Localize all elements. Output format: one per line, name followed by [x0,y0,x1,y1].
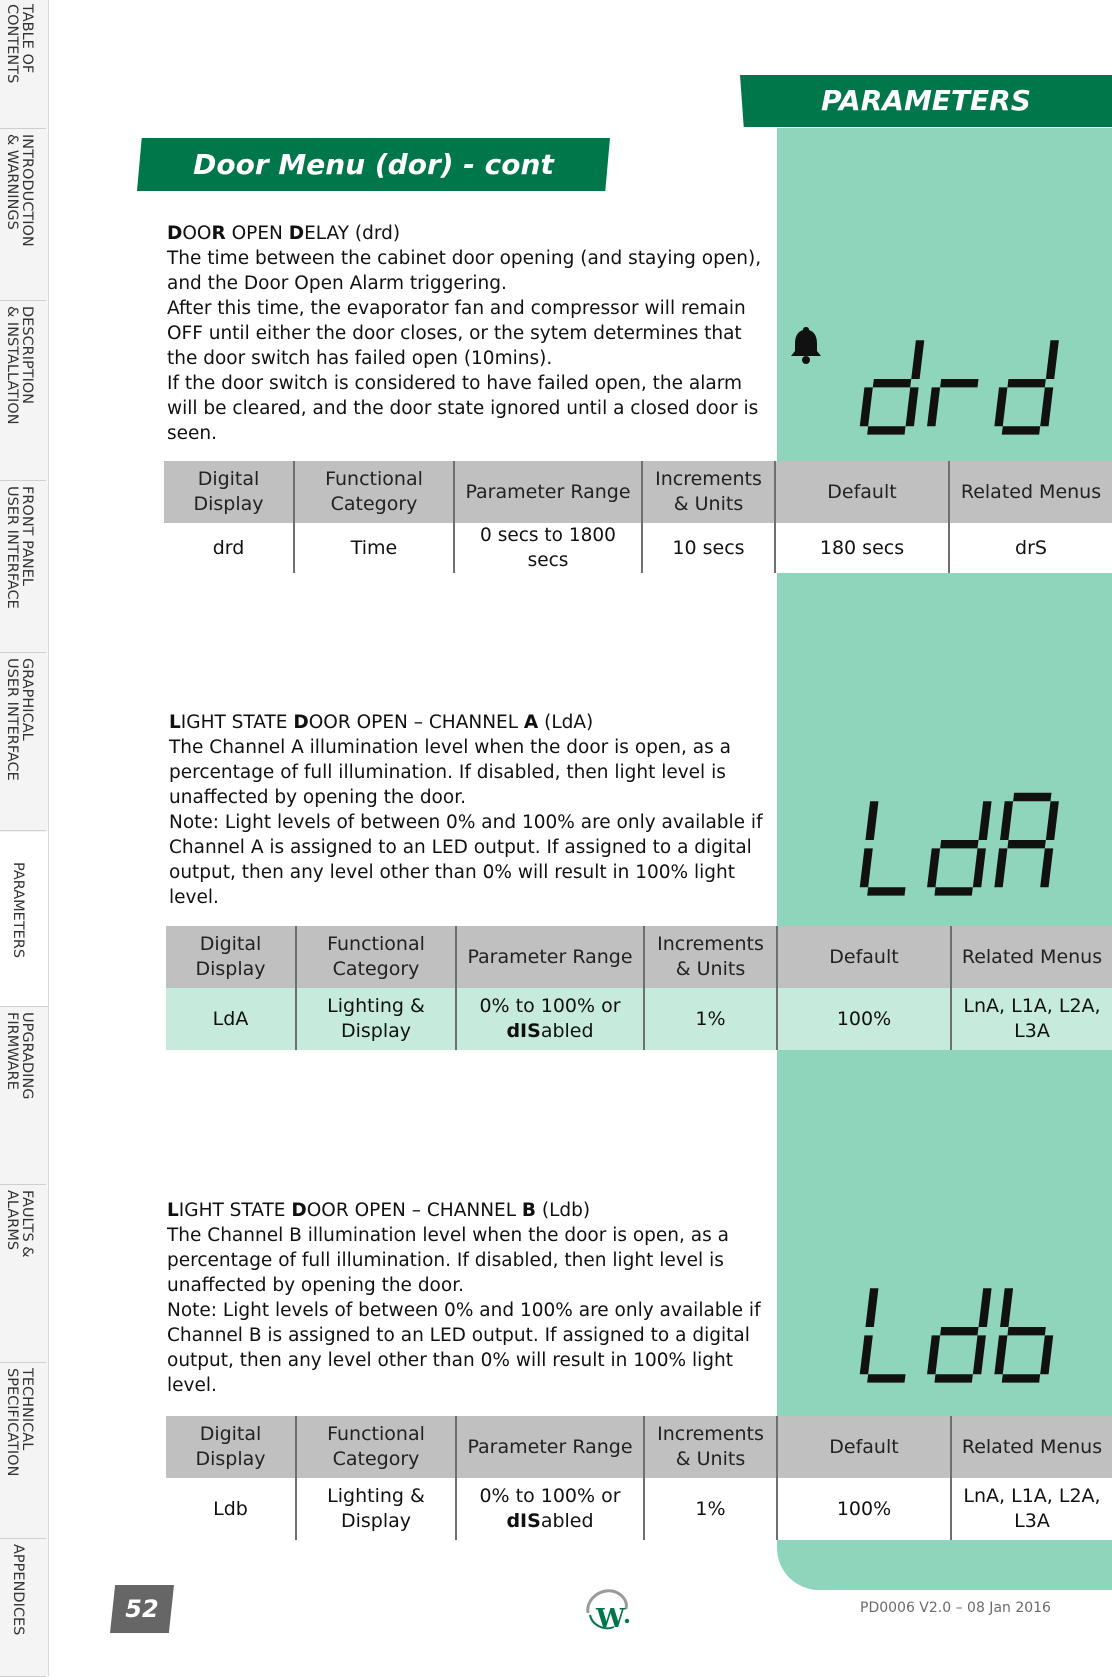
cell-parameter-range: 0% to 100% or dISabled [456,988,644,1050]
col-default: Default [777,1416,951,1478]
cell-parameter-range: 0 secs to 1800 secs [454,523,642,573]
col-increments-units: Increments & Units [644,1416,777,1478]
param-paragraph: The Channel B illumination level when the door is open, as a percentage of full illumination. If disabled, then light level is unaffected by opening the door. [167,1225,729,1296]
side-tab-faults[interactable]: FAULTS & ALARMS [0,1186,46,1363]
param-title: LIGHT STATE DOOR OPEN – CHANNEL A (LdA) [169,712,594,733]
col-digital-display: Digital Display [166,1416,296,1478]
param-table-ldb [166,1416,1112,1540]
param-description-lda [169,710,769,910]
cell-related-menus: LnA, L1A, L2A, L3A [951,988,1112,1050]
side-tab-parameters[interactable]: PARAMETERS [0,832,48,1007]
col-parameter-range: Parameter Range [454,461,642,523]
side-tab-description[interactable]: DESCRIPTION & INSTALLATION [0,302,46,481]
param-paragraph: Note: Light levels of between 0% and 100% are only available if Channel B is assigned to an LED output. If assigned to a digital output, then any level other than 0% will result in 100% light level. [167,1300,761,1396]
param-title: DOOR OPEN DELAY (drd) [167,223,401,244]
col-parameter-range: Parameter Range [456,1416,644,1478]
param-paragraph: Note: Light levels of between 0% and 100% are only available if Channel A is assigned to an LED output. If assigned to a digital output, then any level other than 0% will result in 100% light level. [169,812,763,908]
cell-default: 100% [777,988,951,1050]
cell-related-menus: LnA, L1A, L2A, L3A [951,1478,1112,1540]
col-default: Default [775,461,949,523]
lcd-display-ldb [855,1273,1070,1395]
side-tab-front-panel[interactable]: FRONT PANEL USER INTERFACE [0,482,46,653]
side-tab-upgrading[interactable]: UPGRADING FIRMWARE [0,1008,46,1185]
col-digital-display: Digital Display [164,461,294,523]
cell-increments-units: 1% [644,1478,777,1540]
cell-default: 180 secs [775,523,949,573]
col-increments-units: Increments & Units [642,461,775,523]
page-number: 52 [125,1595,159,1623]
col-default: Default [777,926,951,988]
bell-icon [789,325,823,365]
menu-title: Door Menu (dor) - cont [193,148,554,181]
param-description-drd [167,221,767,446]
param-table-lda [166,926,1112,1050]
side-tab-table-of-contents[interactable]: TABLE OF CONTENTS [0,0,46,129]
side-tab-technical[interactable]: TECHNICAL SPECIFICATION [0,1364,46,1539]
lcd-display-lda [855,786,1070,908]
table-row [166,1478,1112,1540]
document-reference: PD0006 V2.0 – 08 Jan 2016 [860,1600,1051,1616]
table-header-row [166,926,1112,988]
cell-functional-category: Lighting & Display [296,988,456,1050]
col-functional-category: Functional Category [296,926,456,988]
table-header-row [164,461,1112,523]
col-functional-category: Functional Category [296,1416,456,1478]
cell-increments-units: 1% [644,988,777,1050]
col-parameter-range: Parameter Range [456,926,644,988]
section-header-title: PARAMETERS [821,84,1031,117]
param-description-ldb [167,1198,767,1398]
param-paragraph: The time between the cabinet door opening (and staying open), and the Door Open Alarm triggering. [167,248,762,294]
lcd-display-drd [855,325,1070,447]
cell-digital-display: LdA [166,988,296,1050]
param-title: LIGHT STATE DOOR OPEN – CHANNEL B (Ldb) [167,1200,591,1221]
cell-digital-display: drd [164,523,294,573]
col-related-menus: Related Menus [949,461,1112,523]
cell-digital-display: Ldb [166,1478,296,1540]
cell-parameter-range: 0% to 100% or dISabled [456,1478,644,1540]
table-header-row [166,1416,1112,1478]
param-table-drd [164,461,1112,573]
cell-functional-category: Lighting & Display [296,1478,456,1540]
param-paragraph: After this time, the evaporator fan and compressor will remain OFF until either the door closes, or the sytem determines that the door switch has failed open (10mins). [167,298,746,369]
cell-related-menus: drS [949,523,1112,573]
param-paragraph: The Channel A illumination level when the door is open, as a percentage of full illumination. If disabled, then light level is unaffected by opening the door. [169,737,731,808]
side-tab-bar [0,0,49,1676]
side-tab-introduction[interactable]: INTRODUCTION & WARNINGS [0,130,46,301]
col-related-menus: Related Menus [951,926,1112,988]
col-digital-display: Digital Display [166,926,296,988]
col-increments-units: Increments & Units [644,926,777,988]
col-functional-category: Functional Category [294,461,454,523]
cell-increments-units: 10 secs [642,523,775,573]
company-logo [582,1587,634,1633]
side-tab-graphical[interactable]: GRAPHICAL USER INTERFACE [0,654,46,831]
svg-text:W: W [596,1604,626,1633]
param-paragraph: If the door switch is considered to have failed open, the alarm will be cleared, and the door state ignored until a closed door is seen. [167,373,759,444]
table-row [164,523,1112,573]
cell-default: 100% [777,1478,951,1540]
col-related-menus: Related Menus [951,1416,1112,1478]
cell-functional-category: Time [294,523,454,573]
side-tab-appendices[interactable]: APPENDICES [0,1540,46,1677]
table-row [166,988,1112,1050]
